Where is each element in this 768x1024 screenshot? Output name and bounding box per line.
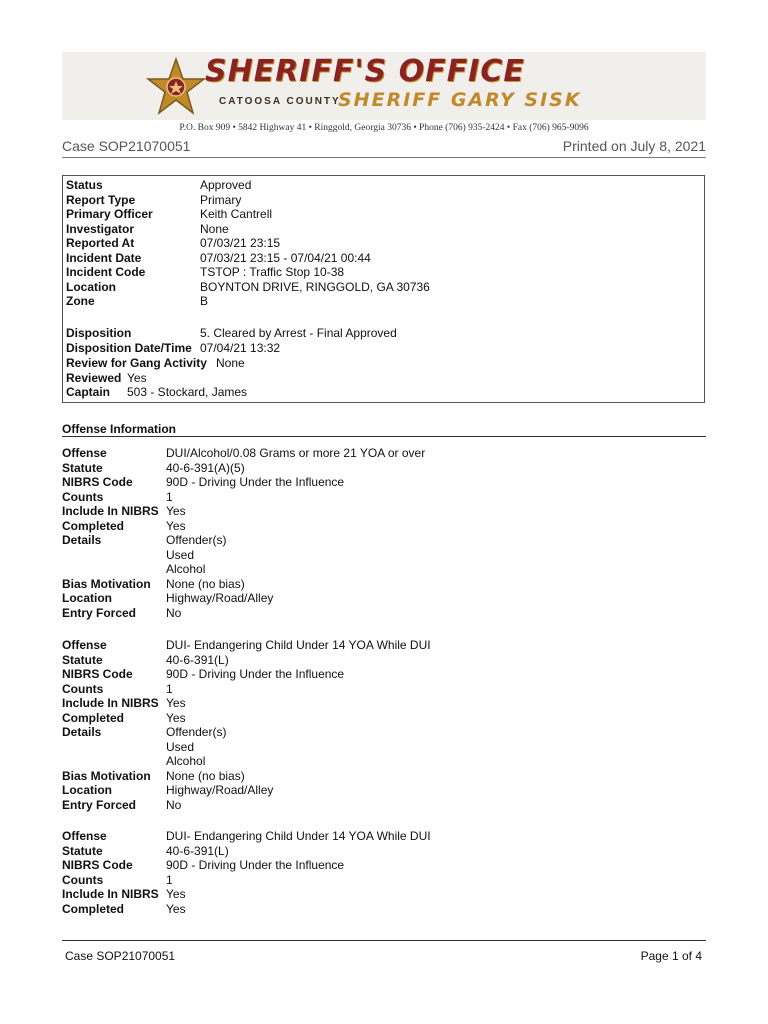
summary-value-investigator: None [200,221,229,236]
offense-label-offense: Offense [62,446,107,460]
offense-value-counts: 1 [166,872,173,887]
offense-label-entry-forced: Entry Forced [62,797,137,812]
summary-label-reviewed: Reviewed [66,370,122,385]
offense-label-counts: Counts [62,872,104,887]
summary-label-incident-date: Incident Date [66,250,142,265]
summary-value-captain: 503 - Stockard, James [127,385,248,399]
offense-label-completed: Completed [62,710,125,725]
summary-label-disposition: Disposition [66,326,132,340]
footer-case-number: Case SOP21070051 [65,949,176,963]
footer-divider [62,940,706,941]
offense-value-counts: 1 [166,489,173,504]
offense-value-entry-forced: No [166,797,182,812]
offense-value-counts: 1 [166,681,173,696]
summary-value-incident-code: TSTOP : Traffic Stop 10-38 [200,265,345,279]
offense-value-location: Highway/Road/Alley [166,591,274,605]
offense-label-bias: Bias Motivation [62,576,151,591]
summary-value-reviewed: Yes [127,370,147,385]
summary-label-incident-code: Incident Code [66,265,146,279]
summary-label-captain: Captain [66,385,111,399]
summary-label-investigator: Investigator [66,221,135,236]
header-divider [62,157,706,158]
printed-date: Printed on July 8, 2021 [562,138,706,154]
offense-value-completed: Yes [166,901,186,916]
offense-label-statute: Statute [62,460,103,475]
offense-label-include-nibrs: Include In NIBRS [62,696,159,710]
offense-label-statute: Statute [62,843,103,858]
summary-value-status: Approved [200,178,252,192]
offense-value-offense: DUI- Endangering Child Under 14 YOA While DUI [166,638,431,652]
summary-label-status: Status [66,178,103,192]
summary-value-gang-review: None [216,356,245,370]
section-divider [62,436,706,437]
summary-label-zone: Zone [66,294,95,308]
sheriff-star-icon [146,57,206,117]
offense-label-nibrs-code: NIBRS Code [62,858,133,872]
summary-label-reported-at: Reported At [66,236,135,250]
offense-label-counts: Counts [62,489,104,504]
office-title: SHERIFF'S OFFICE [205,54,525,89]
offense-value-offense: DUI/Alcohol/0.08 Grams or more 21 YOA or over [166,446,426,460]
offense-value-nibrs-code: 90D - Driving Under the Influence [166,667,345,681]
offense-label-nibrs-code: NIBRS Code [62,667,133,681]
offense-label-location: Location [62,591,112,605]
summary-value-report-type: Primary [200,192,242,207]
offense-value-completed: Yes [166,710,186,725]
offense-value-include-nibrs: Yes [166,504,186,518]
offense-value-entry-forced: No [166,605,182,620]
offense-detail-value: Offender(s) [166,725,227,739]
summary-label-report-type: Report Type [66,192,136,207]
offense-label-details: Details [62,533,102,547]
offense-detail-value: Alcohol [166,754,206,768]
offense-value-include-nibrs: Yes [166,696,186,710]
letterhead [62,52,706,120]
offense-label-completed: Completed [62,518,125,533]
offense-label-bias: Bias Motivation [62,768,151,783]
offense-label-entry-forced: Entry Forced [62,605,137,620]
offense-label-offense: Offense [62,829,107,843]
offense-label-nibrs-code: NIBRS Code [62,475,133,489]
offense-label-details: Details [62,725,102,739]
summary-label-primary-officer: Primary Officer [66,207,153,221]
page-number: Page 1 of 4 [640,949,702,963]
offense-value-statute: 40-6-391(L) [166,652,229,667]
offense-value-location: Highway/Road/Alley [166,783,274,797]
offense-value-nibrs-code: 90D - Driving Under the Influence [166,858,345,872]
offense-value-bias: None (no bias) [166,768,245,783]
summary-label-gang-review: Review for Gang Activity [66,356,207,370]
summary-value-disposition-dt: 07/04/21 13:32 [200,341,281,355]
offense-value-include-nibrs: Yes [166,887,186,901]
case-number: Case SOP21070051 [62,138,191,154]
offense-value-offense: DUI- Endangering Child Under 14 YOA While DUI [166,829,431,843]
sheriff-name: SHERIFF GARY SISK [338,89,582,111]
offense-label-completed: Completed [62,901,125,916]
offense-detail-value: Alcohol [166,562,206,576]
offense-value-statute: 40-6-391(A)(5) [166,460,245,475]
summary-value-location: BOYNTON DRIVE, RINGGOLD, GA 30736 [200,279,430,294]
offense-label-statute: Statute [62,652,103,667]
offense-label-offense: Offense [62,638,107,652]
summary-value-disposition: 5. Cleared by Arrest - Final Approved [200,326,397,340]
offense-label-include-nibrs: Include In NIBRS [62,504,159,518]
section-title: Offense Information [62,422,177,436]
offense-label-location: Location [62,783,112,797]
offense-value-bias: None (no bias) [166,576,245,591]
summary-label-disposition-dt: Disposition Date/Time [66,341,192,355]
offense-value-statute: 40-6-391(L) [166,843,229,858]
offense-label-include-nibrs: Include In NIBRS [62,887,159,901]
offense-detail-value: Used [166,547,195,562]
offense-detail-value: Used [166,739,195,754]
offense-detail-value: Offender(s) [166,533,227,547]
county-name: CATOOSA COUNTY [219,96,341,107]
office-address: P.O. Box 909 • 5842 Highway 41 • Ringgold, Georgia 30736 • Phone (706) 935-2424 • Fax (706) 965-9096 [179,123,589,133]
summary-value-zone: B [200,294,209,308]
offense-value-completed: Yes [166,518,186,533]
summary-label-location: Location [66,279,116,294]
summary-value-primary-officer: Keith Cantrell [200,207,273,221]
summary-value-reported-at: 07/03/21 23:15 [200,236,281,250]
offense-value-nibrs-code: 90D - Driving Under the Influence [166,475,345,489]
summary-value-incident-date: 07/03/21 23:15 - 07/04/21 00:44 [200,250,371,265]
offense-label-counts: Counts [62,681,104,696]
